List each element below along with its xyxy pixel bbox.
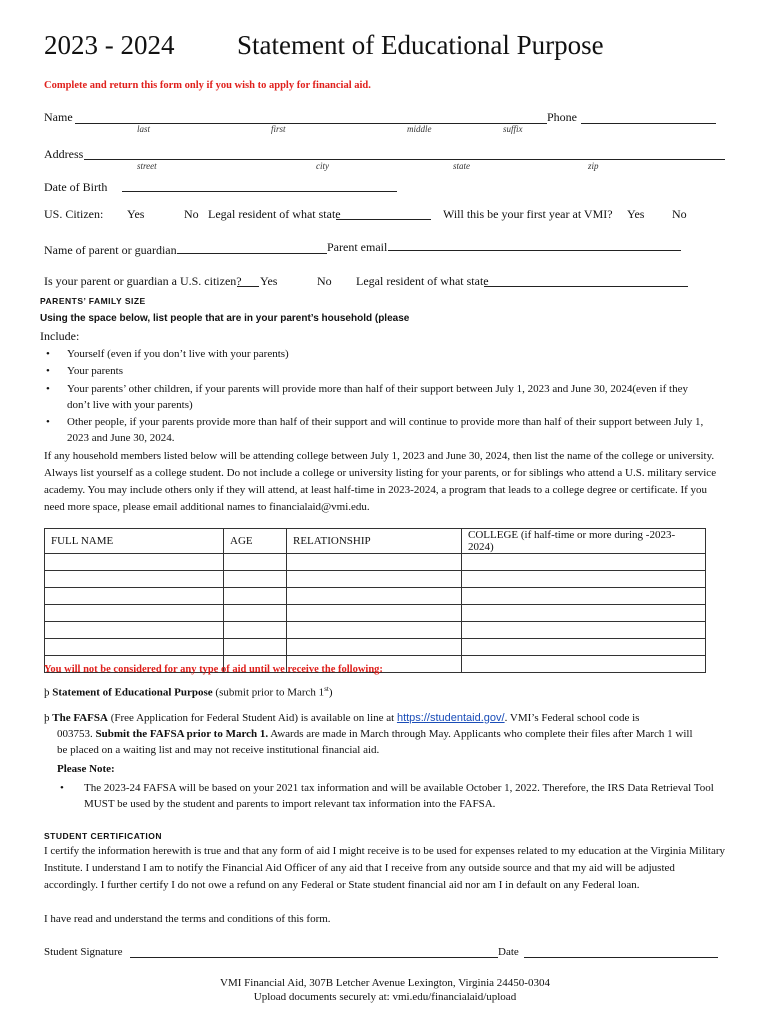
requirements-warning: You will not be considered for any type of aid until we receive the following: (44, 664, 383, 675)
read-understand-text: I have read and understand the terms and conditions of this form. (44, 913, 331, 925)
phone-input-line[interactable] (581, 123, 716, 124)
form-year: 2023 - 2024 (44, 30, 175, 60)
instruction-text: Complete and return this form only if you wish to apply for financial aid. (44, 80, 371, 91)
family-size-heading: PARENTS’ FAMILY SIZE (40, 296, 146, 306)
parent-citizen-no-option[interactable]: No (317, 274, 332, 288)
table-cell[interactable] (287, 588, 462, 605)
table-cell[interactable] (224, 622, 287, 639)
parent-legal-input-line[interactable] (484, 286, 688, 287)
footer-address: VMI Financial Aid, 307B Letcher Avenue Lexington, Virginia 24450-0304 (220, 977, 550, 989)
parent-citizen-label: Is your parent or guardian a U.S. citizen? (44, 274, 242, 288)
table-header-row (45, 529, 706, 554)
citizen-no-option[interactable]: No (184, 207, 199, 221)
table-row[interactable] (45, 554, 706, 571)
legal-resident-label: Legal resident of what state (208, 207, 341, 221)
name-sub-middle: middle (407, 124, 432, 134)
dob-label: Date of Birth (44, 180, 108, 194)
parent-legal-label: Legal resident of what state (356, 274, 489, 288)
include-item: • Other people, if your parents provide more than half of their support and will continue to provide more than half of their support between July 1, 2023 and June 30, 2024. (46, 416, 704, 444)
table-cell[interactable] (45, 588, 224, 605)
citizen-yes-option[interactable]: Yes (127, 207, 145, 221)
table-cell[interactable] (462, 571, 706, 588)
address-sub-state: state (453, 161, 470, 171)
table-cell[interactable] (45, 605, 224, 622)
table-cell[interactable] (287, 639, 462, 656)
include-label: Include: (40, 329, 80, 343)
table-cell[interactable] (45, 622, 224, 639)
checkbox-icon[interactable]: þ (44, 686, 50, 699)
table-cell[interactable] (224, 605, 287, 622)
parent-name-label: Name of parent or guardian (44, 243, 177, 257)
table-cell[interactable] (462, 639, 706, 656)
table-cell[interactable] (462, 554, 706, 571)
legal-resident-input-line[interactable] (336, 219, 431, 220)
include-item: • Your parents (46, 365, 124, 377)
date-label: Date (498, 946, 519, 958)
family-size-subheading: Using the space below, list people that are in your parent’s household (please (40, 313, 410, 324)
footer-upload: Upload documents securely at: vmi.edu/financialaid/upload (253, 991, 517, 1003)
table-cell[interactable] (45, 554, 224, 571)
first-year-yes-option[interactable]: Yes (627, 207, 645, 221)
citizen-label: US. Citizen: (44, 207, 104, 221)
table-cell[interactable] (224, 571, 287, 588)
certification-text: I certify the information herewith is true and that any form of aid I might receive is to be used for expenses related to my education at the Virginia Military Institute. I understand I am to notify the Financial Aid Officer of any aid that I receive from any outside source and that my aid will be adjusted accordingly. I further certify I do not owe a refund on any Federal or State student financial aid nor am I in default on any Federal loan. (44, 845, 726, 891)
include-item: • Yourself (even if you don’t live with your parents) (46, 348, 289, 360)
name-label: Name (44, 110, 73, 124)
requirement-fafsa: þ The FAFSA (Free Application for Federal Student Aid) is available on line at https://studentaid.gov/. VMI’s Federal school code is 003753. Submit the FAFSA prior to March 1. Awards are made in March through May. Applicants who complete their files after March 1 will be placed on a waiting list and may not receive institutional financial aid. (44, 712, 693, 756)
table-cell[interactable] (287, 605, 462, 622)
table-cell[interactable] (462, 622, 706, 639)
phone-label: Phone (547, 110, 577, 124)
address-sub-street: street (137, 161, 157, 171)
table-cell[interactable] (224, 639, 287, 656)
header-relationship: RELATIONSHIP (287, 529, 462, 554)
header-full-name: FULL NAME (45, 529, 224, 554)
include-item: • Your parents’ other children, if your parents will provide more than half of their support between July 1, 2023 and June 30, 2024(even if they don’t live with your parents) (46, 383, 688, 411)
date-input-line[interactable] (524, 957, 718, 958)
studentaid-link[interactable]: https://studentaid.gov/ (396, 712, 505, 724)
table-cell[interactable] (287, 571, 462, 588)
parent-name-input-line[interactable] (177, 253, 327, 254)
certification-heading: STUDENT CERTIFICATION (44, 831, 163, 841)
requirement-sep: þ Statement of Educational Purpose (submit prior to March 1st) (44, 685, 333, 699)
name-sub-last: last (137, 124, 151, 134)
address-label: Address (44, 147, 84, 161)
table-cell[interactable] (462, 656, 706, 673)
table-row[interactable] (45, 571, 706, 588)
table-row[interactable] (45, 605, 706, 622)
signature-label: Student Signature (44, 946, 123, 958)
address-input-line[interactable] (84, 159, 725, 160)
household-table (44, 528, 706, 673)
table-cell[interactable] (45, 639, 224, 656)
table-cell[interactable] (462, 605, 706, 622)
address-sub-zip: zip (588, 161, 599, 171)
table-row[interactable] (45, 588, 706, 605)
checkbox-icon[interactable]: þ (44, 712, 50, 724)
table-cell[interactable] (224, 588, 287, 605)
note-item: • The 2023-24 FAFSA will be based on your 2021 tax information and will be available October 1, 2022. Therefore, the IRS Data Retrieval Tool MUST be used by the student and parents to import relevant tax information into the FAFSA. (60, 782, 714, 810)
parent-citizen-yes-option[interactable]: Yes (260, 274, 278, 288)
header-college: COLLEGE (if half-time or more during -2023-2024) (462, 529, 706, 554)
header-age: AGE (224, 529, 287, 554)
table-cell[interactable] (287, 554, 462, 571)
signature-input-line[interactable] (130, 957, 498, 958)
table-row[interactable] (45, 639, 706, 656)
parent-email-input-line[interactable] (388, 250, 681, 251)
table-cell[interactable] (287, 622, 462, 639)
table-cell[interactable] (462, 588, 706, 605)
parent-email-label: Parent email (327, 240, 388, 254)
first-year-no-option[interactable]: No (672, 207, 687, 221)
name-sub-suffix: suffix (503, 124, 523, 134)
first-year-label: Will this be your first year at VMI? (443, 207, 613, 221)
address-sub-city: city (316, 161, 329, 171)
household-paragraph: If any household members listed below will be attending college between July 1, 2023 and June 30, 2024, then list the name of the college or university. Always list yourself as a college student. Do not include a college or university listing for your parents, or for siblings who attend a U.S. military service academy. You may include others only if they will attend, at least half-time in 2023-2024, a program that leads to a college degree or certificate. If you need more space, please email additional names to financialaid@vmi.edu. (44, 450, 717, 513)
parent-citizen-blank[interactable] (237, 286, 259, 287)
table-row[interactable] (45, 622, 706, 639)
form-title: Statement of Educational Purpose (237, 30, 604, 60)
dob-input-line[interactable] (122, 191, 397, 192)
table-cell[interactable] (45, 571, 224, 588)
please-note-label: Please Note: (57, 763, 115, 775)
table-cell[interactable] (224, 554, 287, 571)
name-sub-first: first (271, 124, 286, 134)
